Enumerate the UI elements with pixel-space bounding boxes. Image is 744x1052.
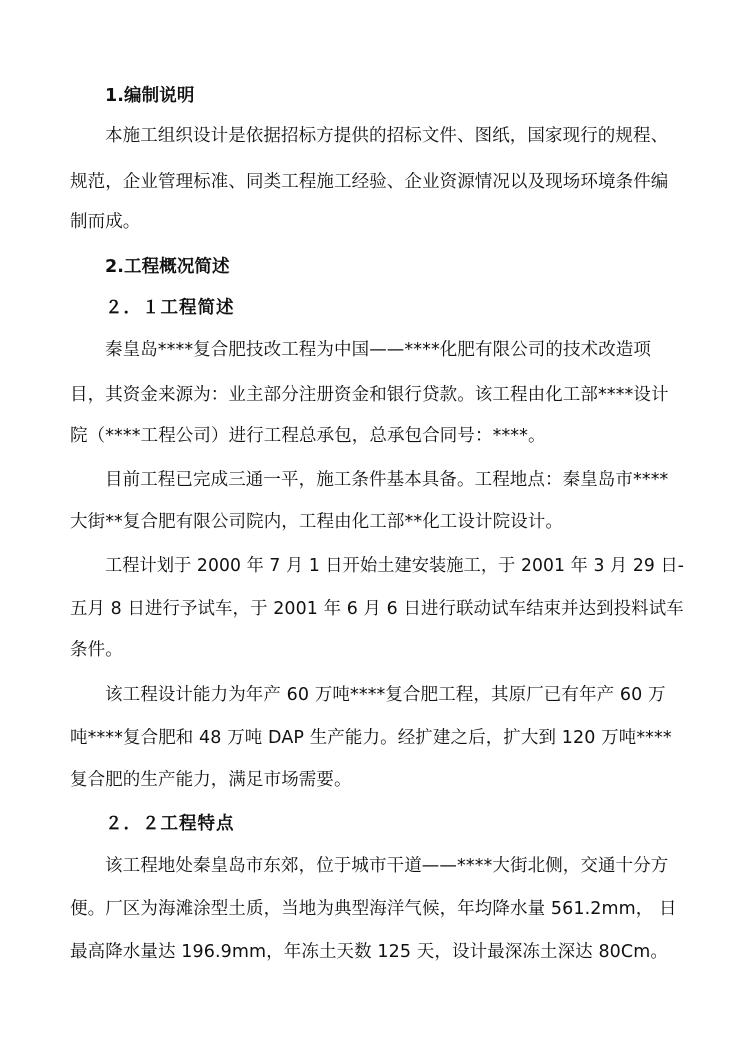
paragraph-line: 工程计划于 2000 年 7 月 1 日开始土建安装施工，于 2001 年 3 月 29 日-	[105, 556, 685, 576]
paragraph-line: 吨****复合肥和 48 万吨 DAP 生产能力。经扩建之后，扩大到 120 万吨****	[70, 728, 672, 748]
paragraph-line: 该工程设计能力为年产 60 万吨****复合肥工程，其原厂已有年产 60 万	[105, 685, 666, 705]
paragraph-line: 秦皇岛****复合肥技改工程为中国——****化肥有限公司的技术改造项	[105, 340, 651, 360]
paragraph-line: 规范，企业管理标准、同类工程施工经验、企业资源情况以及现场环境条件编	[70, 172, 669, 192]
paragraph-line: 目前工程已完成三通一平，施工条件基本具备。工程地点：秦皇岛市****	[105, 470, 669, 490]
paragraph-line: 该工程地处秦皇岛市东郊，位于城市干道——****大街北侧，交通十分方	[105, 856, 669, 876]
paragraph-line: 最高降水量达 196.9mm，年冻土天数 125 天，设计最深冻土深达 80Cm。	[70, 942, 668, 962]
paragraph-line: 本施工组织设计是依据招标方提供的招标文件、图纸，国家现行的规程、	[105, 126, 669, 146]
paragraph-line: 大街**复合肥有限公司院内，工程由化工部**化工设计院设计。	[70, 512, 563, 532]
paragraph-line: 五月 8 日进行予试车，于 2001 年 6 月 6 日进行联动试车结束并达到投料试车	[70, 599, 684, 619]
paragraph-line: 目，其资金来源为：业主部分注册资金和银行贷款。该工程由化工部****设计	[70, 385, 669, 405]
paragraph-line: 复合肥的生产能力，满足市场需要。	[70, 770, 352, 790]
paragraph-line: 便。厂区为海滩涂型土质，当地为典型海洋气候，年均降水量 561.2mm， 日	[70, 899, 677, 919]
heading-project-features: ２．２工程特点	[105, 814, 235, 834]
heading-compilation-notes: 1.编制说明	[105, 86, 195, 106]
paragraph-line: 条件。	[70, 640, 123, 660]
heading-project-overview: 2.工程概况简述	[105, 257, 230, 277]
paragraph-line: 制而成。	[70, 212, 141, 232]
paragraph-line: 院（****工程公司）进行工程总承包，总承包合同号：****。	[70, 426, 546, 446]
heading-project-brief: ２．１工程简述	[105, 298, 235, 318]
